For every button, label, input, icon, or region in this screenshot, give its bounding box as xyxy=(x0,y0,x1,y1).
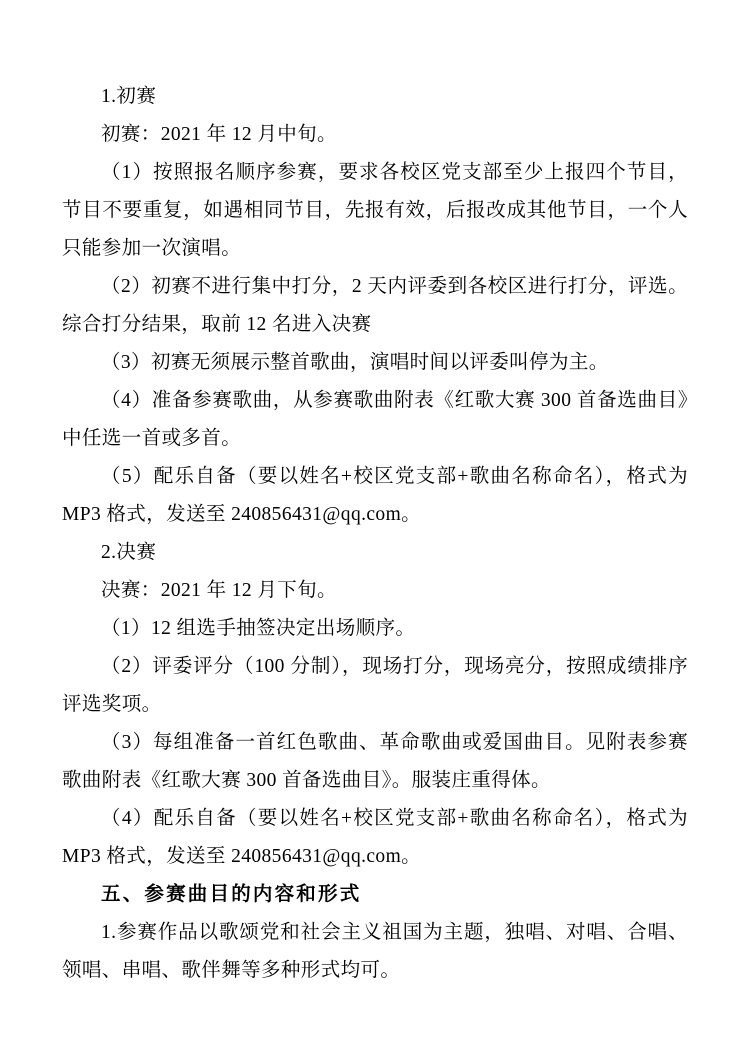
section-five-heading: 五、参赛曲目的内容和形式 xyxy=(101,884,362,905)
section-final-heading: 2.决赛 xyxy=(101,542,157,563)
final-date-line: 决赛：2021 年 12 月下旬。 xyxy=(101,580,337,601)
final-item-3: （3）每组准备一首红色歌曲、革命歌曲或爱国曲目。见附表参赛歌曲附表《红歌大赛 300 首备选曲目》。服装庄重得体。 xyxy=(62,732,688,791)
final-item-4: （4）配乐自备（要以姓名+校区党支部+歌曲名称命名），格式为 MP3 格式，发送至 240856431@qq.com。 xyxy=(62,808,688,867)
document-body xyxy=(62,78,688,990)
final-item-2: （2）评委评分（100 分制），现场打分，现场亮分，按照成绩排序评选奖项。 xyxy=(62,656,688,715)
prelim-item-5: （5）配乐自备（要以姓名+校区党支部+歌曲名称命名），格式为 MP3 格式，发送至 240856431@qq.com。 xyxy=(62,466,688,525)
section-prelim-heading: 1.初赛 xyxy=(101,86,157,107)
prelim-date-line: 初赛：2021 年 12 月中旬。 xyxy=(101,124,337,145)
section-five-item-1: 1.参赛作品以歌颂党和社会主义祖国为主题，独唱、对唱、合唱、领唱、串唱、歌伴舞等多种形式均可。 xyxy=(62,922,688,981)
prelim-item-2: （2）初赛不进行集中打分，2 天内评委到各校区进行打分，评选。综合打分结果，取前 12 名进入决赛 xyxy=(62,276,688,335)
prelim-item-3: （3）初赛无须展示整首歌曲，演唱时间以评委叫停为主。 xyxy=(101,352,609,373)
prelim-item-4: （4）准备参赛歌曲，从参赛歌曲附表《红歌大赛 300 首备选曲目》中任选一首或多首。 xyxy=(62,390,688,449)
final-item-1: （1）12 组选手抽签决定出场顺序。 xyxy=(101,618,416,639)
prelim-item-1: （1）按照报名顺序参赛，要求各校区党支部至少上报四个节目，节目不要重复，如遇相同节目，先报有效，后报改成其他节目，一个人只能参加一次演唱。 xyxy=(62,162,688,259)
